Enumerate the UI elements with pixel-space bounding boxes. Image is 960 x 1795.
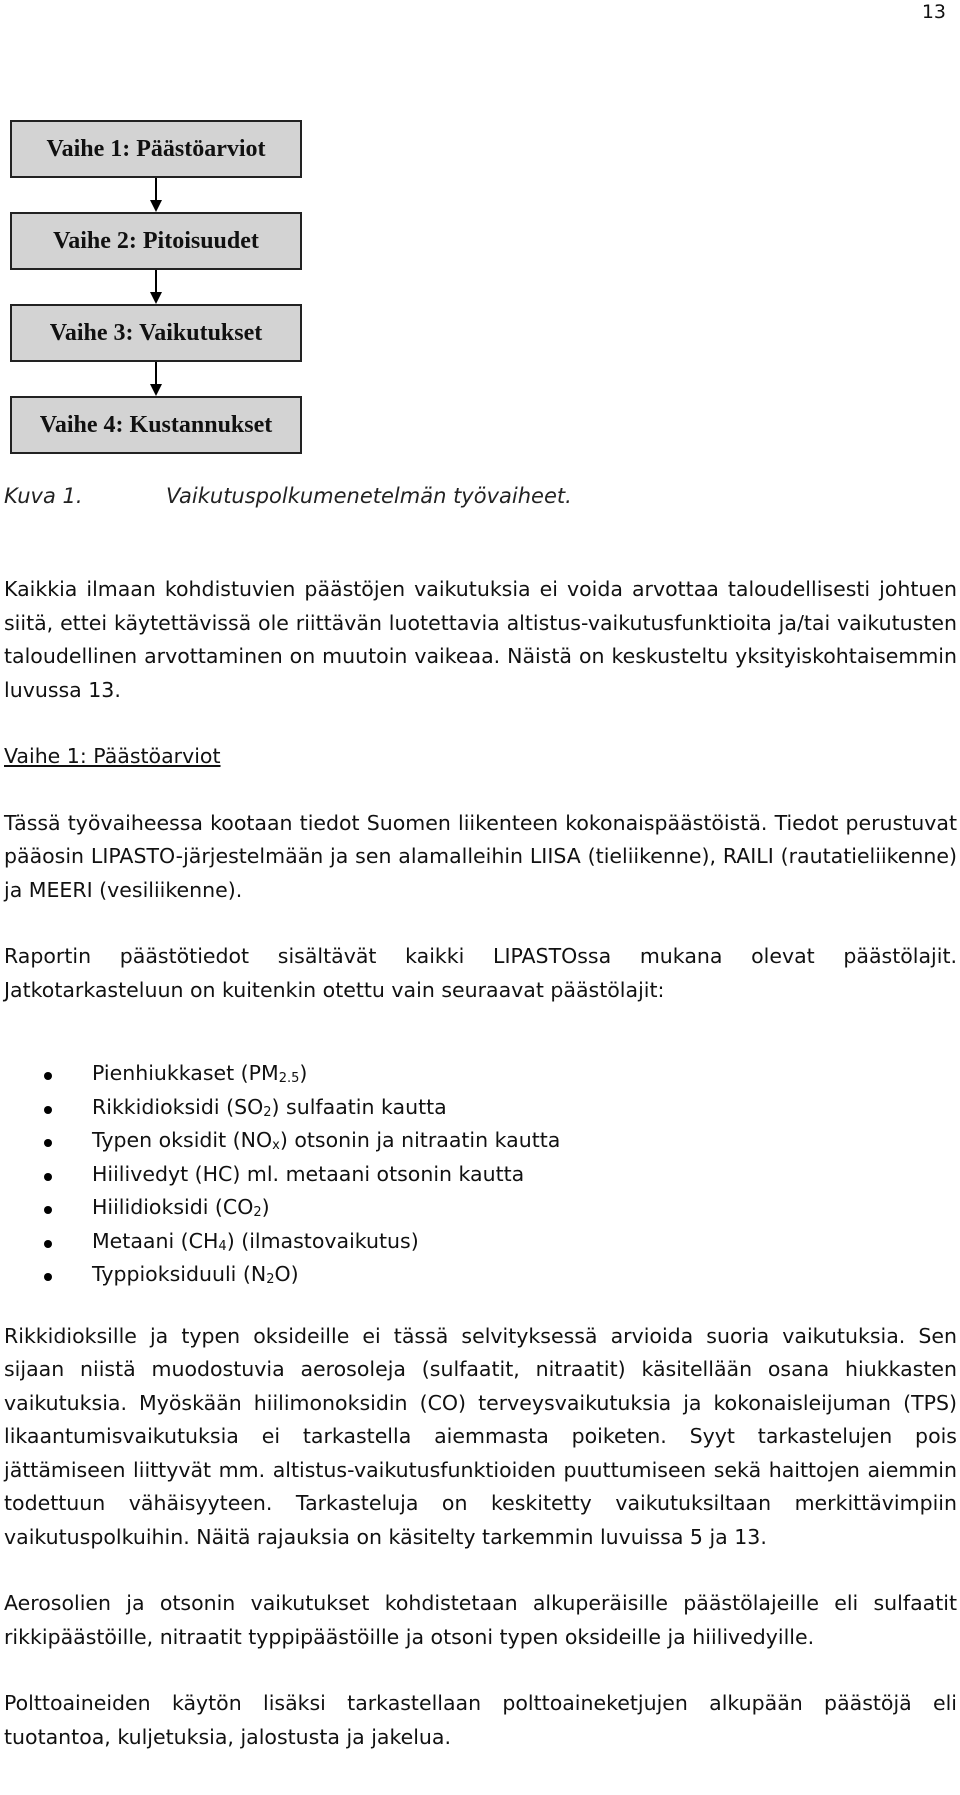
- list-item: Hiilivedyt (HC) ml. metaani otsonin kautta: [4, 1158, 957, 1192]
- bullet-icon: [44, 1240, 52, 1248]
- body-text: [4, 573, 957, 1754]
- figure-caption: [4, 484, 572, 508]
- list-item: Metaani (CH4) (ilmastovaikutus): [4, 1225, 957, 1259]
- caption-number: Kuva 1.: [4, 484, 83, 508]
- bullet-icon: [44, 1173, 52, 1181]
- caption-text: Vaikutuspolkumenetelmän työvaiheet.: [166, 484, 572, 508]
- bullet-icon: [44, 1206, 52, 1214]
- bullet-icon: [44, 1139, 52, 1147]
- paragraph-aerosols: Aerosolien ja otsonin vaikutukset kohdistetaan alkuperäisille päästölajeille eli sulfaatit rikkipäästöille, nitraatit typpipäästöille ja otsoni typen oksideille ja hiilivedyille.: [4, 1591, 957, 1649]
- bullet-icon: [44, 1072, 52, 1080]
- paragraph-emission-types: Raportin päästötiedot sisältävät kaikki LIPASTOssa mukana olevat päästölajit. Jatkotarkasteluun on kuitenkin otettu vain seuraavat päästölajit:: [4, 944, 957, 1002]
- page-number: 13: [921, 1, 946, 23]
- bullet-icon: [44, 1273, 52, 1281]
- paragraph-phase1: Tässä työvaiheessa kootaan tiedot Suomen liikenteen kokonaispäästöistä. Tiedot perustuvat pääosin LIPASTO-järjestelmään ja sen alamalleihin LIISA (tieliikenne), RAILI (rautatieliikenne) ja MEERI (vesiliikenne).: [4, 810, 957, 902]
- list-item: Rikkidioksidi (SO2) sulfaatin kautta: [4, 1091, 957, 1125]
- flow-arrow-3: [148, 362, 164, 396]
- section-heading: Vaihe 1: Päästöarviot: [4, 744, 221, 768]
- flow-step-1: Vaihe 1: Päästöarviot: [10, 120, 302, 178]
- flow-step-2: Vaihe 2: Pitoisuudet: [10, 212, 302, 270]
- flow-arrow-1: [148, 178, 164, 212]
- flow-arrow-2: [148, 270, 164, 304]
- list-item: Pienhiukkaset (PM2.5): [4, 1057, 957, 1091]
- paragraph-limitations: Rikkidioksille ja typen oksideille ei tässä selvityksessä arvioida suoria vaikutuksia. Sen sijaan niistä muodostuvia aerosoleja (sulfaatit, nitraatit) käsitellään osana hiukkasten vaikutuksia. Myöskään hiilimonoksidin (CO) terveysvaikutuksia ja kokonaisleijuman (TPS) likaantumisvaikutuksia ei tarkastella aiemmasta poiketen. Syyt tarkastelujen pois jättämiseen liittyvät mm. altistus-vaikutusfunktioiden puuttumiseen sekä haittojen aiemmin todettuun vähäisyyteen. Tarkasteluja on keskitetty vaikutuksiltaan merkittävimpiin vaikutuspolkuihin. Näitä rajauksia on käsitelty tarkemmin luvuissa 5 ja 13.: [4, 1323, 957, 1549]
- bullet-icon: [44, 1106, 52, 1114]
- paragraph-intro: Kaikkia ilmaan kohdistuvien päästöjen vaikutuksia ei voida arvottaa taloudellisesti johtuen siitä, ettei käytettävissä ole riittävän luotettavia altistus-vaikutusfunktioita ja/tai vaikutusten taloudellinen arvottaminen on muutoin vaikeaa. Näistä on keskusteltu yksityiskohtaisemmin luvussa 13.: [4, 577, 957, 702]
- paragraph-fuel-chain: Polttoaineiden käytön lisäksi tarkastellaan polttoaineketjujen alkupään päästöjä eli tuotantoa, kuljetuksia, jalostusta ja jakelua.: [4, 1691, 957, 1749]
- flow-step-4: Vaihe 4: Kustannukset: [10, 396, 302, 454]
- list-item: Hiilidioksidi (CO2): [4, 1191, 957, 1225]
- flow-step-3: Vaihe 3: Vaikutukset: [10, 304, 302, 362]
- emission-list: [4, 1057, 957, 1292]
- list-item: Typpioksiduuli (N2O): [4, 1258, 957, 1292]
- list-item: Typen oksidit (NOx) otsonin ja nitraatin kautta: [4, 1124, 957, 1158]
